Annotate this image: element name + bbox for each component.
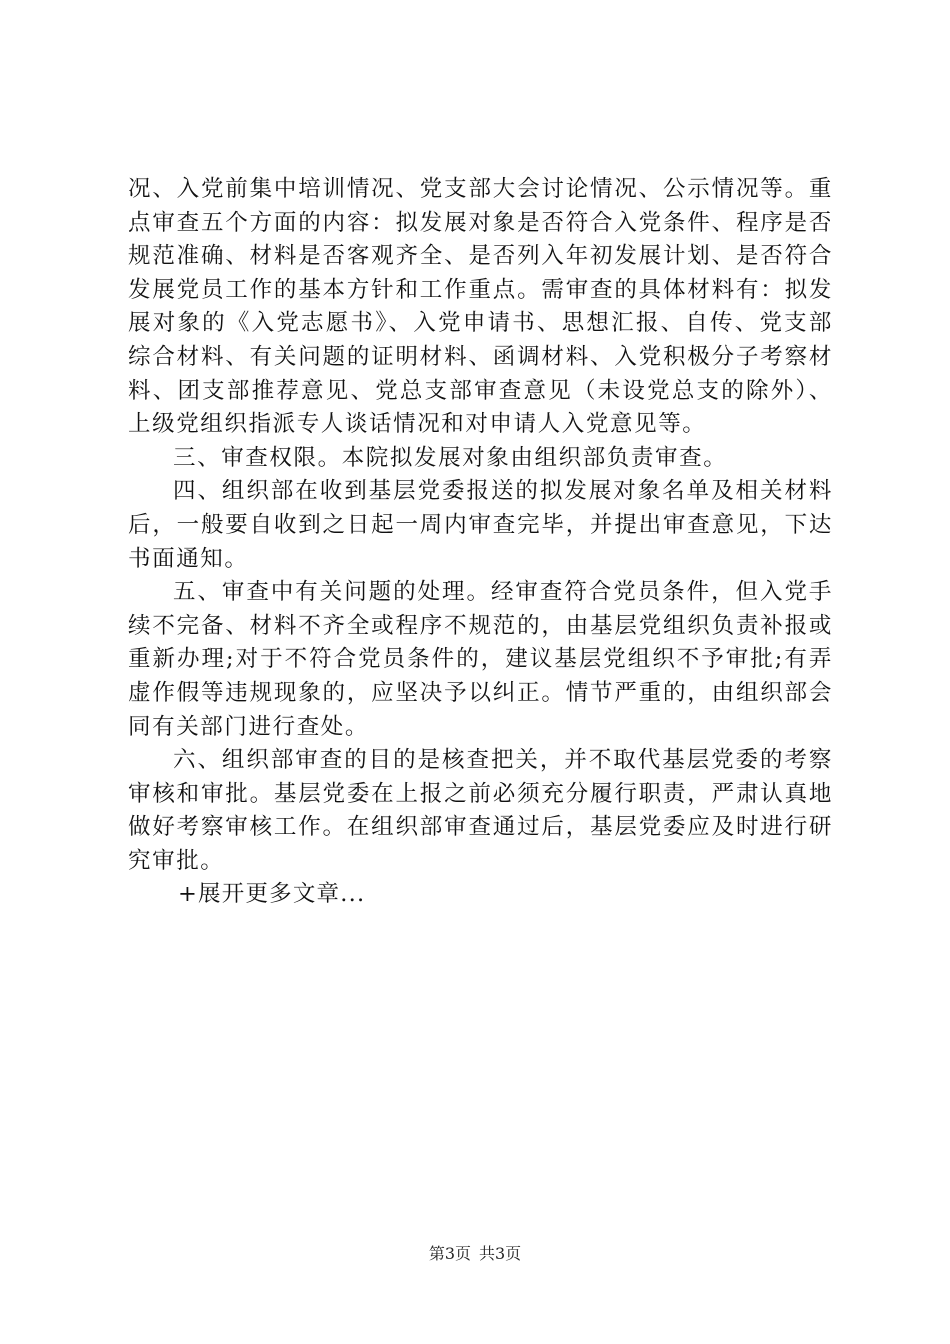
paragraph-review-timeline: 四、组织部在收到基层党委报送的拟发展对象名单及相关材料后，一般要自收到之日起一周内审查完毕，并提出审查意见，下达书面通知。 [128, 478, 833, 572]
expand-more-articles-link[interactable]: +展开更多文章... [178, 881, 366, 908]
page-footer [0, 1244, 950, 1264]
document-body [128, 173, 833, 912]
paragraph-continuation: 况、入党前集中培训情况、党支部大会讨论情况、公示情况等。重点审查五个方面的内容：拟发展对象是否符合入党条件、程序是否规范准确、材料是否客观齐全、是否列入年初发展计划、是否符合发展党员工作的基本方针和工作重点。需审查的具体材料有：拟发展对象的《入党志愿书》、入党申请书、思想汇报、自传、党支部综合材料、有关问题的证明材料、函调材料、入党积极分子考察材料、团支部推荐意见、党总支部审查意见（未设党总支的除外）、上级党组织指派专人谈话情况和对申请人入党意见等。 [128, 176, 833, 438]
paragraph-issue-handling: 五、审查中有关问题的处理。经审查符合党员条件，但入党手续不完备、材料不齐全或程序不规范的，由基层党组织负责补报或重新办理;对于不符合党员条件的，建议基层党组织不予审批;有弄虚作假等违规现象的，应坚决予以纠正。情节严重的，由组织部会同有关部门进行查处。 [128, 579, 833, 740]
paragraph-review-purpose: 六、组织部审查的目的是核查把关，并不取代基层党委的考察审核和审批。基层党委在上报之前必须充分履行职责，严肃认真地做好考察审核工作。在组织部审查通过后，基层党委应及时进行研究审批。 [128, 747, 833, 874]
paragraph-review-authority: 三、审查权限。本院拟发展对象由组织部负责审查。 [173, 444, 728, 471]
page-number-current: 第3页 [428, 1244, 471, 1263]
page-number-total: 共3页 [479, 1244, 522, 1263]
